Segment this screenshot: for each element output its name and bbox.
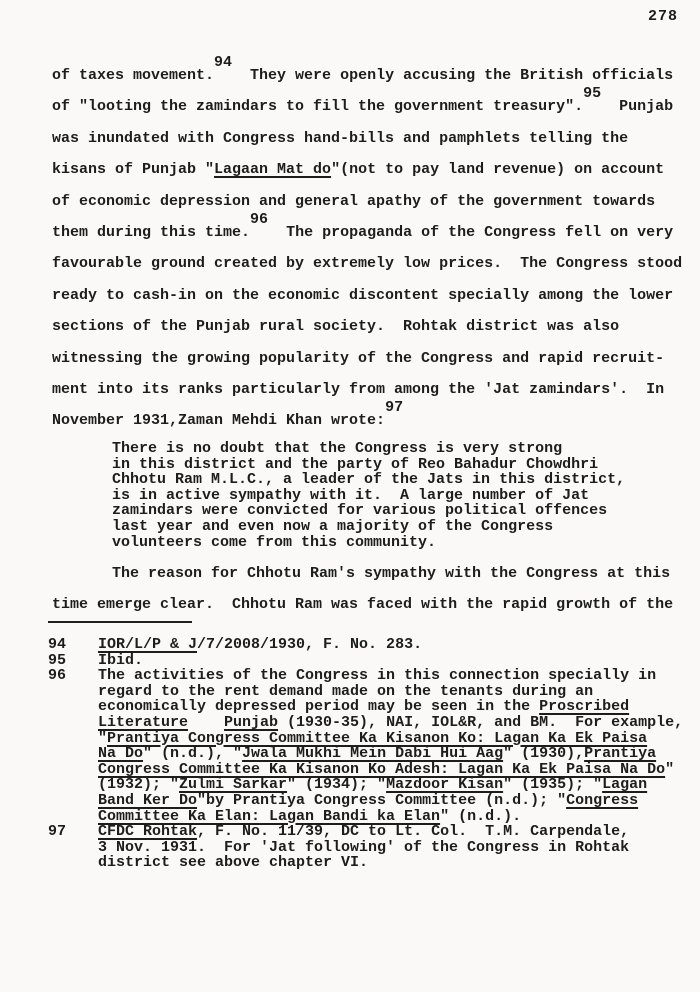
text-segment: last year and even now a majority of the Congress — [112, 517, 554, 535]
footnote-number: 95 — [48, 651, 67, 669]
text-segment: was inundated with Congress hand-bills and pamphlets telling the — [52, 129, 629, 147]
text-line — [98, 855, 683, 871]
text-segment: Prantiya Congress Committee Ka Kisanon Ko: Lagan Ka Ek Paisa — [107, 729, 648, 747]
text-segment: of economic depression and general apathy of the government towards — [52, 192, 656, 210]
text-segment: regard to the rent demand made on the tenants during an — [98, 682, 594, 700]
text-segment: CFDC Rohtak — [98, 823, 198, 841]
text-segment: (1932); " — [98, 776, 180, 794]
text-line — [52, 399, 682, 436]
text-line — [52, 154, 682, 185]
text-segment: them during this time. — [52, 224, 251, 242]
footnote-entry — [48, 668, 683, 824]
text-segment: /7/2008/1930, F. No. 283. — [197, 636, 423, 653]
text-segment: IOR/L/P & J — [98, 636, 198, 653]
text-line — [98, 684, 683, 700]
text-segment: kisans of Punjab " — [52, 161, 215, 179]
text-line — [98, 809, 683, 825]
block-quote — [112, 441, 625, 550]
text-line — [98, 746, 683, 762]
footnote-entry — [48, 637, 683, 653]
text-segment: Prantiya — [584, 745, 657, 763]
text-segment: Lagaan Mat do — [214, 161, 332, 179]
text-segment: Congress Committee Ka Kisanon Ko Adesh: Lagan Ka Ek Paisa Na Do — [98, 760, 666, 778]
footnote-ref: 97 — [385, 399, 404, 417]
text-segment: " (1934); " — [287, 776, 387, 794]
footnote-number: 96 — [48, 667, 67, 685]
text-segment: "(not to pay land revenue) on account — [331, 161, 665, 179]
text-segment: volunteers come from this community. — [112, 533, 437, 551]
text-segment: is in active sympathy with it. A large number of Jat — [112, 486, 590, 504]
footnote-ref: 96 — [250, 211, 269, 229]
footnote-entry — [48, 824, 683, 871]
text-segment: Ibid. — [98, 651, 144, 669]
text-segment — [188, 714, 224, 731]
text-segment: favourable ground created by extremely low prices. The Congress stood — [52, 255, 683, 273]
text-segment: Band Ker Do — [98, 791, 198, 809]
footnote-text — [98, 824, 683, 871]
text-line — [98, 731, 683, 747]
text-line — [98, 840, 683, 856]
text-line — [112, 457, 625, 473]
text-line — [52, 211, 682, 248]
paragraph-1 — [52, 54, 683, 437]
text-line — [52, 558, 673, 589]
text-segment: "by Prantiya Congress Committee (n.d.); " — [197, 791, 567, 809]
text-line — [112, 441, 625, 457]
text-segment: Chhotu Ram M.L.C., a leader of the Jats in this district, — [112, 471, 626, 489]
text-segment: " (1935); " — [503, 776, 603, 794]
text-segment: of "looting the zamindars to fill the government treasury". — [52, 98, 584, 116]
text-segment: (1930-35), NAI, IOL&R, and BM. For example, — [278, 713, 684, 731]
text-segment: Literature — [98, 713, 189, 731]
footnote-number: 94 — [48, 636, 67, 653]
footnote-separator — [48, 621, 192, 623]
text-segment: ment into its ranks particularly from among the 'Jat zamindars'. In — [52, 381, 665, 399]
text-segment: sections of the Punjab rural society. Rohtak district was also — [52, 318, 620, 336]
text-line — [98, 699, 683, 715]
text-line — [98, 824, 683, 840]
text-segment: economically depressed period may be seen in the — [98, 698, 540, 716]
text-line — [52, 374, 682, 405]
text-segment: ready to cash-in on the economic discontent specially among the lower — [52, 286, 674, 304]
text-line — [112, 535, 625, 551]
text-line — [98, 777, 683, 793]
text-segment: of taxes movement. — [52, 67, 215, 84]
text-line — [98, 668, 683, 684]
footnote-number: 97 — [48, 823, 67, 841]
text-segment: Punjab — [601, 98, 674, 116]
text-segment: November 1931,Zaman Mehdi Khan wrote: — [52, 412, 386, 430]
text-segment: time emerge clear. Chhotu Ram was faced with the rapid growth of the — [52, 596, 674, 614]
text-segment: Jwala Mukhi Mein Dabi Hui Aag — [242, 745, 504, 763]
text-line — [98, 653, 683, 669]
text-line — [112, 503, 625, 519]
text-segment: 3 Nov. 1931. For 'Jat following' of the Congress in Rohtak — [98, 838, 630, 856]
text-line — [52, 123, 682, 154]
text-segment: district see above chapter VI. — [98, 854, 369, 872]
footnote-text — [98, 653, 683, 669]
text-segment: Mazdoor Kisan — [386, 776, 504, 794]
text-segment: witnessing the growing popularity of the Congress and rapid recruit- — [52, 349, 665, 367]
text-segment: Zulmi Sarkar — [179, 776, 288, 794]
text-segment: Proscribed — [539, 698, 630, 716]
text-line — [52, 311, 682, 342]
text-segment: zamindars were convicted for various political offences — [112, 502, 608, 520]
text-segment: The reason for Chhotu Ram's sympathy with the Congress at this — [112, 565, 671, 582]
text-line — [112, 472, 625, 488]
text-segment: , F. No. 11/39, DC to Lt. Col. T.M. Carpendale, — [197, 823, 630, 841]
footnote-ref: 94 — [214, 54, 233, 71]
text-segment: Punjab — [224, 713, 279, 731]
text-segment: Congress — [566, 791, 639, 809]
text-line — [98, 715, 683, 731]
footnotes-section — [48, 637, 683, 871]
text-segment: There is no doubt that the Congress is very strong — [112, 440, 563, 457]
text-line — [52, 280, 682, 311]
text-segment: Lagan — [602, 776, 648, 794]
footnote-entry — [48, 653, 683, 669]
text-line — [52, 343, 682, 374]
text-line — [98, 762, 683, 778]
text-line — [52, 85, 682, 122]
text-line — [112, 488, 625, 504]
text-line — [98, 793, 683, 809]
text-segment: Na Do — [98, 745, 144, 763]
text-line — [52, 248, 682, 279]
footnote-ref: 95 — [583, 85, 602, 103]
footnote-text — [98, 637, 683, 653]
text-segment: The propaganda of the Congress fell on very — [268, 224, 674, 242]
text-line — [52, 186, 682, 217]
text-segment: " (n.d.), " — [143, 745, 243, 763]
text-segment: " — [98, 729, 108, 747]
text-segment: " (n.d.). — [440, 807, 522, 825]
text-segment: They were openly accusing the British officials — [232, 67, 674, 84]
page-number: 278 — [648, 8, 679, 25]
text-line — [52, 589, 673, 620]
text-line — [98, 637, 683, 653]
text-segment: in this district and the party of Reo Bahadur Chowdhri — [112, 455, 599, 473]
text-segment: Committee Ka Elan: Lagan Bandi ka Elan — [98, 807, 441, 825]
footnote-text — [98, 668, 683, 824]
paragraph-2 — [52, 558, 673, 621]
text-segment: " (1930), — [503, 745, 585, 763]
text-segment: The activities of the Congress in this connection specially in — [98, 667, 657, 685]
text-line — [112, 519, 625, 535]
text-segment: " — [665, 760, 675, 778]
